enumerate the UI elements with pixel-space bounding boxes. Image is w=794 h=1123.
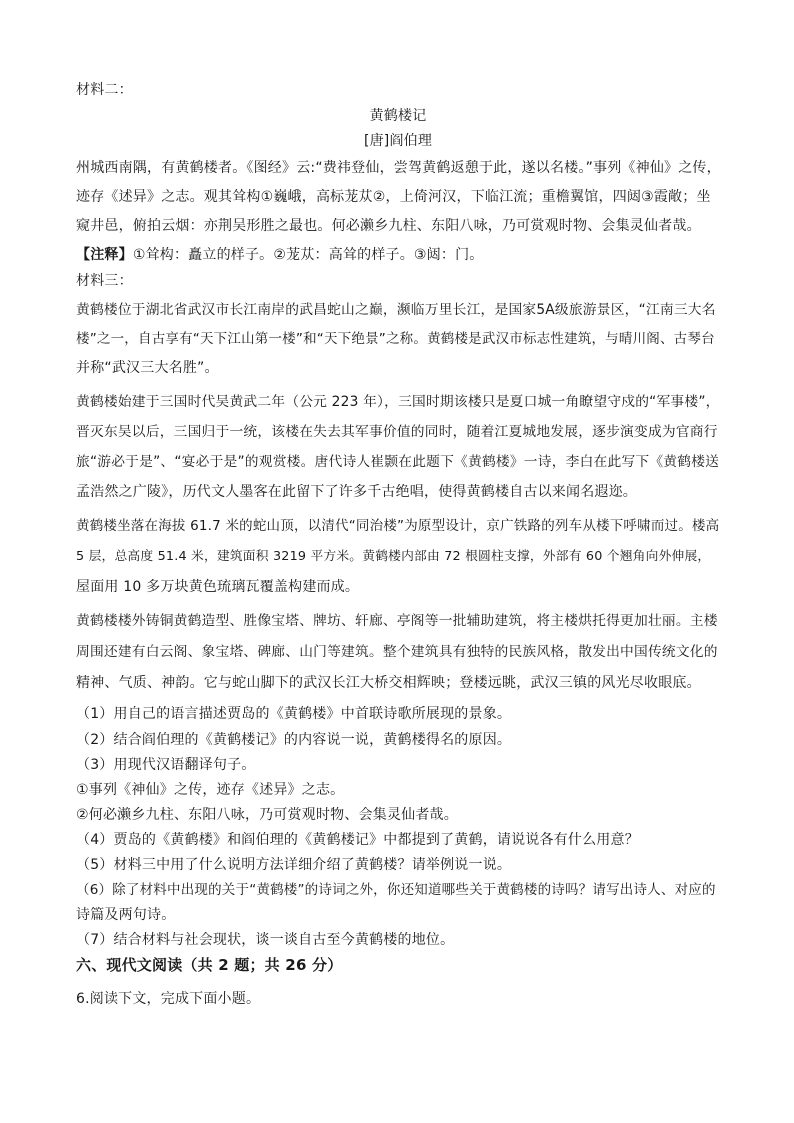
annotation-line xyxy=(76,245,720,265)
essay-author: [唐]阎伯理 xyxy=(363,133,433,149)
annotation-tag: 【注释】 xyxy=(76,247,133,263)
paragraph-line: 楼”之一，自古享有“天下江山第一楼”和“天下绝景”之称。黄鹤楼是武汉市标志性建筑，与晴川阁、古琴台 xyxy=(76,331,715,347)
question-line: ②何必濑乡九柱、东阳八咏，乃可赏观时物、会集灵仙者哉。 xyxy=(76,807,458,823)
question-line: 诗篇及两句诗。 xyxy=(76,907,176,923)
essay-line: 州城西南隅，有黄鹤楼者。《图经》云:“费祎登仙，尝驾黄鹤返憩于此，遂以名楼。”事列《神仙》之传， xyxy=(76,160,721,176)
paragraph-line: 周围还建有白云阁、象宝塔、碑廊、山门等建筑。整个建筑具有独特的民族风格，散发出中国传统文化的 xyxy=(76,644,718,660)
question-line: （1）用自己的语言描述贾岛的《黄鹤楼》中首联诗歌所展现的景象。 xyxy=(76,706,512,722)
paragraph-line: 5 层，总高度 51.4 米，建筑面积 3219 平方米。黄鹤楼内部由 72 根圆柱支撑，外部有 60 个翘角向外伸展， xyxy=(76,549,711,564)
section-heading: 六、现代文阅读（共 2 题；共 26 分） xyxy=(76,956,343,974)
question-line: ①事列《神仙》之传，迹存《述异》之志。 xyxy=(76,782,345,798)
material3-label: 材料三： xyxy=(76,273,133,289)
question-line: （2）结合阎伯理的《黄鹤楼记》的内容说一说，黄鹤楼得名的原因。 xyxy=(76,732,512,748)
paragraph-line: 屋面用 10 多万块黄色琉璃瓦覆盖构建而成。 xyxy=(76,579,360,595)
question-line: （3）用现代汉语翻译句子。 xyxy=(76,757,256,773)
paragraph-line: 晋灭东吴以后，三国归于一统，该楼在失去其军事价值的同时，随着江夏城地发展，逐步演变成为官商行 xyxy=(76,424,718,440)
paragraph-line: 孟浩然之广陵》，历代文人墨客在此留下了许多千古绝唱，使得黄鹤楼自古以来闻名遐迩。 xyxy=(76,484,637,500)
essay-line: 迹存《述异》之志。观其耸构①巍峨，高标茏苁②，上倚河汉，下临江流；重檐翼馆，四闼③霞敞；坐 xyxy=(76,189,711,205)
question-line: （5）材料三中用了什么说明方法详细介绍了黄鹤楼？请举例说一说。 xyxy=(76,857,512,873)
section-instruction: 6.阅读下文，完成下面小题。 xyxy=(76,991,261,1007)
annotation-text: ①耸构：矗立的样子。②茏苁：高耸的样子。③闼：门。 xyxy=(132,247,484,263)
question-line: （4）贾岛的《黄鹤楼》和阎伯理的《黄鹤楼记》中都提到了黄鹤，请说说各有什么用意？ xyxy=(76,832,639,848)
paragraph-line: 黄鹤楼坐落在海拔 61.7 米的蛇山顶，以清代“同治楼”为原型设计，京广铁路的列车从楼下呼啸而过。楼高 xyxy=(76,518,720,534)
paragraph-line: 黄鹤楼始建于三国时代吴黄武二年（公元 223 年），三国时期该楼只是夏口城一角瞭望守戍的“军事楼”， xyxy=(76,394,720,410)
paragraph-line: 并称“武汉三大名胜”。 xyxy=(76,360,219,376)
material2-label: 材料二： xyxy=(76,82,133,98)
paragraph-line: 黄鹤楼位于湖北省武汉市长江南岸的武昌蛇山之巅，濒临万里长江，是国家5A级旅游景区，“江南三大名 xyxy=(76,302,716,318)
question-line: （7）结合材料与社会现状，谈一谈自古至今黄鹤楼的地位。 xyxy=(76,932,455,948)
paragraph-line: 旅“游必于是”、“宴必于是”的观赏楼。唐代诗人崔颢在此题下《黄鹤楼》一诗，李白在此写下《黄鹤楼送 xyxy=(76,454,720,470)
paragraph-line: 精神、气质、神韵。它与蛇山脚下的武汉长江大桥交相辉映；登楼远眺，武汉三镇的风光尽收眼底。 xyxy=(76,675,701,691)
essay-line: 窥井邑，俯拍云烟：亦荆吴形胜之最也。何必濑乡九柱、东阳八咏，乃可赏观时物、会集灵仙者哉。 xyxy=(76,218,701,234)
question-line: （6）除了材料中出现的关于“黄鹤楼”的诗词之外，你还知道哪些关于黄鹤楼的诗吗？请写出诗人、对应的 xyxy=(76,882,716,898)
essay-title: 黄鹤楼记 xyxy=(369,108,427,124)
paragraph-line: 黄鹤楼楼外铸铜黄鹤造型、胜像宝塔、牌坊、轩廊、亭阁等一批辅助建筑，将主楼烘托得更加壮丽。主楼 xyxy=(76,613,718,629)
